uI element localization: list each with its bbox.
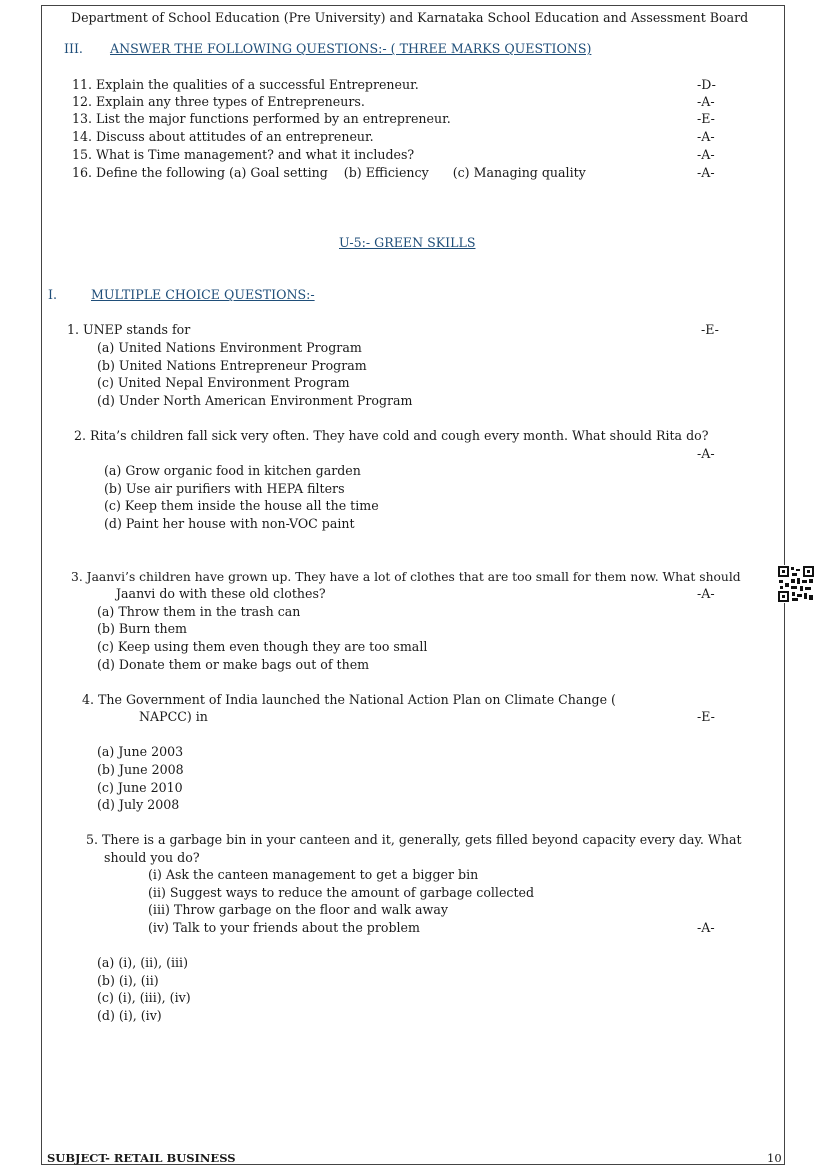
mcq-q1-mark: -E- xyxy=(701,322,719,337)
question-14-mark: -A- xyxy=(697,129,715,144)
mcq-q5-stem-line2: should you do? xyxy=(104,850,200,865)
mcq-q5-statement-iii: (iii) Throw garbage on the floor and walk away xyxy=(148,902,448,917)
question-14: 14. Discuss about attitudes of an entrepreneur. xyxy=(72,129,374,144)
page-header: Department of School Education (Pre University) and Karnataka School Education and Assessment Board xyxy=(71,10,749,25)
mcq-q4-mark: -E- xyxy=(697,709,715,724)
mcq-q5-option-d: (d) (i), (iv) xyxy=(97,1008,162,1023)
mcq-q4-stem-line2: NAPCC) in xyxy=(139,709,208,724)
mcq-q2-option-a: (a) Grow organic food in kitchen garden xyxy=(104,463,361,478)
mcq-q5-stem-line1: 5. There is a garbage bin in your canteen and it, generally, gets filled beyond capacity every day. What xyxy=(86,832,742,847)
question-16: 16. Define the following (a) Goal setting (b) Efficiency (c) Managing quality xyxy=(72,165,586,180)
section-heading: ANSWER THE FOLLOWING QUESTIONS:- ( THREE MARKS QUESTIONS) xyxy=(110,41,592,56)
mcq-q3-option-c: (c) Keep using them even though they are too small xyxy=(97,639,428,654)
mcq-q2-stem: 2. Rita’s children fall sick very often. They have cold and cough every month. What should Rita do? xyxy=(74,428,709,443)
mcq-q5-statement-i: (i) Ask the canteen management to get a bigger bin xyxy=(148,867,479,882)
mcq-q5-statement-ii: (ii) Suggest ways to reduce the amount of garbage collected xyxy=(148,885,535,900)
question-15-mark: -A- xyxy=(697,147,715,162)
mcq-q4-option-d: (d) July 2008 xyxy=(97,797,180,812)
question-13-mark: -E- xyxy=(697,111,715,126)
footer-subject: SUBJECT- RETAIL BUSINESS xyxy=(47,1151,236,1165)
question-15: 15. What is Time management? and what it includes? xyxy=(72,147,415,162)
question-12: 12. Explain any three types of Entrepreneurs. xyxy=(72,94,365,109)
mcq-numeral: I. xyxy=(48,287,57,302)
mcq-q4-option-b: (b) June 2008 xyxy=(97,762,184,777)
mcq-q1-option-d: (d) Under North American Environment Program xyxy=(97,393,413,408)
question-16-mark: -A- xyxy=(697,165,715,180)
mcq-q5-statement-iv: (iv) Talk to your friends about the problem xyxy=(148,920,420,935)
mcq-q1-stem: 1. UNEP stands for xyxy=(67,322,191,337)
mcq-q4-option-a: (a) June 2003 xyxy=(97,744,184,759)
mcq-q3-option-d: (d) Donate them or make bags out of them xyxy=(97,657,370,672)
mcq-q4-option-c: (c) June 2010 xyxy=(97,780,183,795)
mcq-q2-mark: -A- xyxy=(697,446,715,461)
mcq-q3-option-a: (a) Throw them in the trash can xyxy=(97,604,301,619)
mcq-q2-option-b: (b) Use air purifiers with HEPA filters xyxy=(104,481,345,496)
mcq-q5-option-a: (a) (i), (ii), (iii) xyxy=(97,955,188,970)
mcq-heading: MULTIPLE CHOICE QUESTIONS:- xyxy=(91,287,315,302)
page-number: 10 xyxy=(767,1151,782,1165)
mcq-q2-option-c: (c) Keep them inside the house all the time xyxy=(104,498,379,513)
mcq-q1-option-b: (b) United Nations Entrepreneur Program xyxy=(97,358,367,373)
question-11: 11. Explain the qualities of a successful Entrepreneur. xyxy=(72,77,419,92)
mcq-q5-option-c: (c) (i), (iii), (iv) xyxy=(97,990,191,1005)
mcq-q3-mark: -A- xyxy=(697,586,715,601)
mcq-q1-option-c: (c) United Nepal Environment Program xyxy=(97,375,350,390)
question-12-mark: -A- xyxy=(697,94,715,109)
mcq-q3-stem-line2: Jaanvi do with these old clothes? xyxy=(116,586,326,601)
mcq-q2-option-d: (d) Paint her house with non-VOC paint xyxy=(104,516,355,531)
qr-code-icon xyxy=(777,565,815,603)
mcq-q4-stem-line1: 4. The Government of India launched the National Action Plan on Climate Change ( xyxy=(82,692,616,707)
question-11-mark: -D- xyxy=(697,77,716,92)
mcq-q5-option-b: (b) (i), (ii) xyxy=(97,973,159,988)
section-numeral: III. xyxy=(64,41,83,56)
question-13: 13. List the major functions performed by an entrepreneur. xyxy=(72,111,451,126)
mcq-q5-mark: -A- xyxy=(697,920,715,935)
mcq-q3-stem-line1: 3. Jaanvi’s children have grown up. They have a lot of clothes that are too small for them now. What should xyxy=(71,570,741,584)
unit-title: U-5:- GREEN SKILLS xyxy=(339,235,476,250)
mcq-q3-option-b: (b) Burn them xyxy=(97,621,187,636)
mcq-q1-option-a: (a) United Nations Environment Program xyxy=(97,340,362,355)
